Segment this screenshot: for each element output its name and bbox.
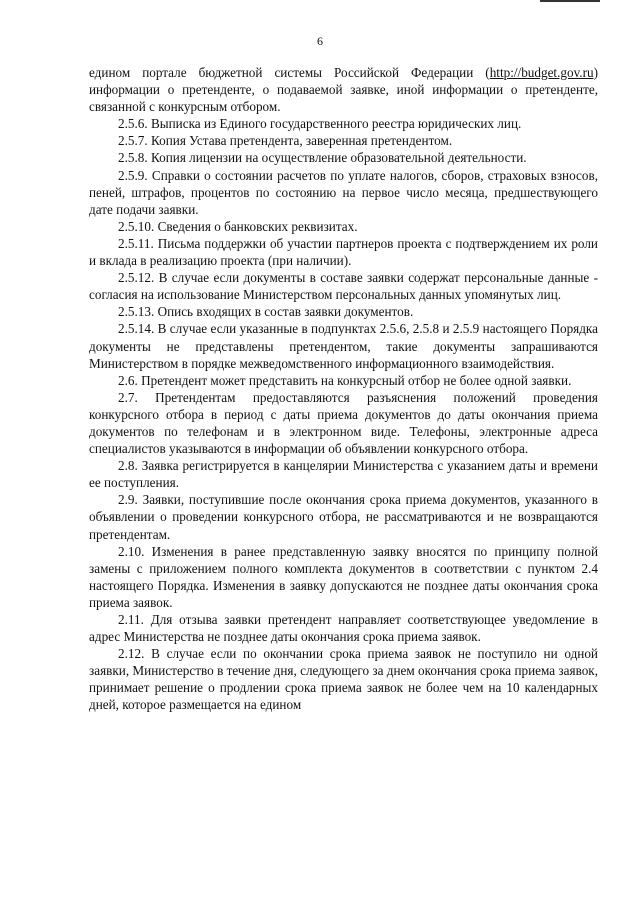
- paragraph-2-12: 2.12. В случае если по окончании срока приема заявок не поступило ни одной заявки, Министерство в течение дня, следующего за днем окончания срока приема заявок, принимает решение о продлении срока приема заявок не более чем на 10 календарных дней, которое размещается на едином: [89, 646, 598, 713]
- paragraph-text: ) информации о претенденте, о подаваемой заявке, иной информации о претенденте, связанной с конкурсным отбором.: [89, 65, 598, 115]
- paragraph-2-9: 2.9. Заявки, поступившие после окончания срока приема документов, указанного в объявлении о проведении конкурсного отбора, не рассматриваются и не возвращаются претендентам.: [89, 492, 598, 542]
- paragraph-2-5-6: 2.5.6. Выписка из Единого государственного реестра юридических лиц.: [118, 116, 522, 132]
- paragraph-continued: [89, 64, 598, 115]
- paragraph-2-8: 2.8. Заявка регистрируется в канцелярии Министерства с указанием даты и времени ее поступления.: [89, 458, 598, 491]
- paragraph-text: едином портале бюджетной системы Российской Федерации (: [89, 65, 490, 80]
- paragraph-2-5-12: 2.5.12. В случае если документы в составе заявки содержат персональные данные - согласия на использование Министерством персональных данных упомянутых лиц.: [89, 270, 598, 303]
- paragraph-2-11: 2.11. Для отзыва заявки претендент направляет соответствующее уведомление в адрес Министерства не позднее даты окончания срока приема заявок.: [89, 612, 598, 645]
- paragraph-2-5-8: 2.5.8. Копия лицензии на осуществление образовательной деятельности.: [118, 150, 527, 166]
- paragraph-2-5-14: 2.5.14. В случае если указанные в подпунктах 2.5.6, 2.5.8 и 2.5.9 настоящего Порядка документы не представлены претендентом, такие документы запрашиваются Министерством в порядке межведомственного информационного взаимодействия.: [89, 321, 598, 371]
- paragraph-2-5-11: 2.5.11. Письма поддержки об участии партнеров проекта с подтверждением их роли и вклада в реализацию проекта (при наличии).: [89, 235, 598, 269]
- paragraph-2-5-10: 2.5.10. Сведения о банковских реквизитах.: [118, 218, 358, 234]
- document-body: [89, 64, 598, 714]
- budget-link[interactable]: http://budget.gov.ru: [489, 65, 594, 80]
- paragraph-2-7: 2.7. Претендентам предоставляются разъяснения положений проведения конкурсного отбора в период с даты приема документов до даты окончания приема документов по телефонам и в электронном виде. Телефоны, электронные адреса специалистов указываются в информации об объявлении конкурсного отбора.: [89, 389, 598, 457]
- page-number: 6: [317, 34, 323, 48]
- paragraph-2-5-13: 2.5.13. Опись входящих в состав заявки документов.: [118, 304, 414, 320]
- top-edge-mark: [540, 0, 600, 2]
- paragraph-2-5-7: 2.5.7. Копия Устава претендента, заверенная претендентом.: [118, 133, 453, 149]
- paragraph-2-10: 2.10. Изменения в ранее представленную заявку вносятся по принципу полной замены с приложением полного комплекта документов в соответствии с пунктом 2.4 настоящего Порядка. Изменения в заявку допускаются не позднее даты окончания срока приема заявок.: [89, 543, 598, 610]
- paragraph-2-6: 2.6. Претендент может представить на конкурсный отбор не более одной заявки.: [118, 372, 572, 388]
- paragraph-2-5-9: 2.5.9. Справки о состоянии расчетов по уплате налогов, сборов, страховых взносов, пеней, штрафов, процентов по состоянию на первое число месяца, предшествующего дате подачи заявки.: [89, 167, 598, 217]
